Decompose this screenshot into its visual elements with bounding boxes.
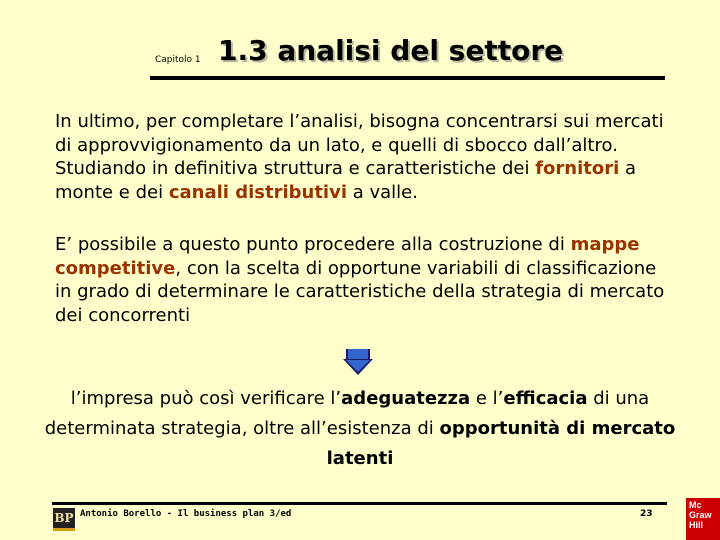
bold-adequacy: adeguatezza (341, 388, 471, 409)
paragraph-competitive-maps (55, 233, 675, 327)
highlight-distribution-channels: canali distributivi (168, 181, 348, 203)
mcgraw-hill-logo (686, 498, 720, 540)
paragraph-text: In ultimo, per completare l’analisi, bisogna concentrarsi sui mercati di approvvigionamento da un lato, e quelli di sbocco dall’altro. Studiando in definitiva struttura e caratteristiche dei (55, 111, 664, 179)
logo-line: Graw (689, 510, 712, 520)
conclusion-part: di una determinata strategia, oltre all’esistenza di (44, 388, 650, 439)
highlight-suppliers: fornitori (535, 158, 620, 179)
title-divider (150, 76, 665, 80)
conclusion-text (40, 384, 680, 474)
page-number: 23 (640, 509, 653, 519)
bp-logo: BP (53, 508, 75, 528)
arrow-down-icon (343, 348, 373, 376)
footer-author: Antonio Borello - Il business plan 3/ed (80, 509, 292, 519)
slide-title: 1.3 analisi del settore (218, 34, 564, 67)
highlight-competitive-maps: mappe competitive (55, 234, 640, 279)
conclusion-part: l’impresa può così verificare l’ (70, 388, 342, 409)
bp-logo-bar (53, 528, 75, 531)
paragraph-text: E’ possibile a questo punto procedere alla costruzione di (55, 234, 571, 255)
conclusion-part: e l’ (470, 388, 504, 409)
paragraph-text: a monte e dei (55, 158, 637, 203)
logo-line: Mc (689, 500, 702, 510)
paragraph-text: a valle. (347, 181, 418, 203)
paragraph-suppliers (55, 110, 675, 204)
chapter-label: Capitolo 1 (155, 55, 201, 65)
paragraph-text: , con la scelta di opportune variabili di classificazione in grado di determinare le caratteristiche della strategia di mercato dei concorrenti (55, 257, 665, 326)
bold-latent-opportunities: opportunità di mercato latenti (326, 418, 676, 469)
bold-efficacy: efficacia (503, 388, 588, 409)
logo-line: Hill (689, 520, 704, 530)
footer-divider (52, 502, 667, 505)
